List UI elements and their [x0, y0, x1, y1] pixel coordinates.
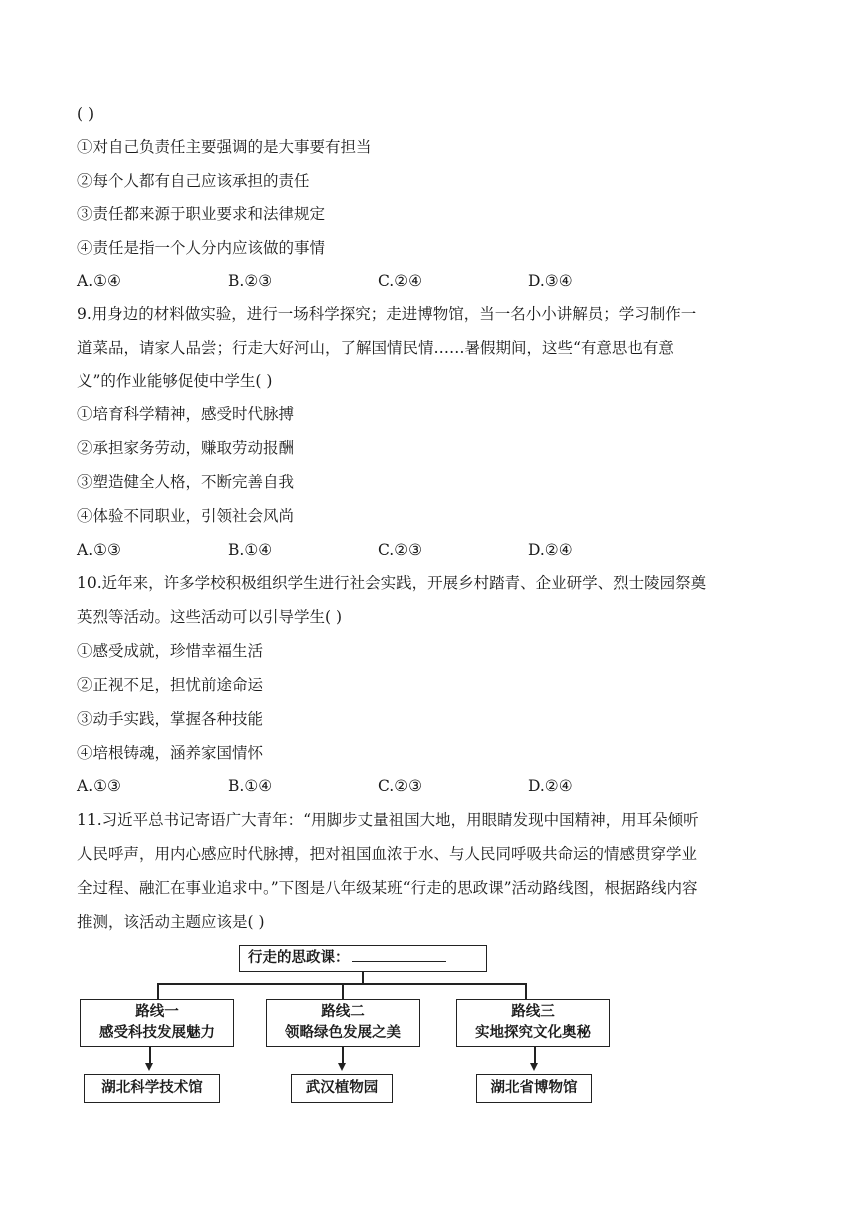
route-2-desc: 领略绿色发展之美 [285, 1025, 401, 1041]
route-1-desc: 感受科技发展魅力 [99, 1025, 215, 1041]
q9-stem-line-2: 道菜品，请家人品尝；行走大好河山，了解国情民情……暑假期间，这些“有意思也有意 [77, 339, 674, 357]
answer-blank [352, 947, 446, 962]
route-3-name: 路线三 [511, 1004, 555, 1020]
q10-statement-2: ②正视不足，担忧前途命运 [77, 676, 264, 694]
q8-option-a: A.①④ [77, 272, 121, 290]
q8-option-d: D.③④ [528, 272, 573, 290]
route-2-destination: 武汉植物园 [291, 1074, 393, 1103]
q10-option-a: A.①③ [77, 777, 121, 795]
q9-option-a: A.①③ [77, 541, 121, 559]
q9-option-d: D.②④ [528, 541, 573, 559]
q10-stem-line-1: 10.近年来，许多学校积极组织学生进行社会实践，开展乡村踏青、企业研学、烈士陵园祭奠 [77, 574, 707, 592]
route-2-name: 路线二 [321, 1004, 365, 1020]
q9-stem-line-3: 义”的作业能够促使中学生( ) [77, 372, 273, 390]
q9-statement-2: ②承担家务劳动，赚取劳动报酬 [77, 439, 295, 457]
connector-route-2 [342, 983, 344, 1000]
route-1-destination: 湖北科学技术馆 [84, 1074, 220, 1103]
q8-option-c: C.②④ [378, 272, 423, 290]
route-1-box [80, 999, 234, 1047]
q9-option-b: B.①④ [228, 541, 273, 559]
q9-statement-1: ①培育科学精神，感受时代脉搏 [77, 405, 295, 423]
route-3-desc: 实地探究文化奥秘 [475, 1025, 591, 1041]
arrow-3-head [530, 1063, 538, 1071]
q8-statement-3: ③责任都来源于职业要求和法律规定 [77, 205, 326, 223]
q11-stem-line-1: 11.习近平总书记寄语广大青年：“用脚步丈量祖国大地，用眼睛发现中国精神，用耳朵倾听 [77, 811, 699, 829]
connector-route-3 [525, 983, 527, 1000]
route-2-box [266, 999, 420, 1047]
q10-option-c: C.②③ [378, 777, 423, 795]
q10-statement-1: ①感受成就，珍惜幸福生活 [77, 642, 264, 660]
route-1-name: 路线一 [135, 1004, 179, 1020]
route-3-box [456, 999, 610, 1047]
diagram-title-box [239, 945, 487, 972]
arrow-1-head [145, 1063, 153, 1071]
arrow-2-head [338, 1063, 346, 1071]
q10-stem-line-2: 英烈等活动。这些活动可以引导学生( ) [77, 608, 343, 626]
q8-statement-1: ①对自己负责任主要强调的是大事要有担当 [77, 138, 372, 156]
q11-stem-line-2: 人民呼声，用内心感应时代脉搏，把对祖国血浓于水、与人民同呼吸共命运的情感贯穿学业 [77, 845, 698, 863]
q10-statement-3: ③动手实践，掌握各种技能 [77, 710, 264, 728]
q10-option-b: B.①④ [228, 777, 273, 795]
route-3-destination: 湖北省博物馆 [476, 1074, 592, 1103]
q9-option-c: C.②③ [378, 541, 423, 559]
connector-route-1 [157, 983, 159, 1000]
q11-stem-line-3: 全过程、融汇在事业追求中。”下图是八年级某班“行走的思政课”活动路线图，根据路线内容 [77, 879, 698, 897]
q8-statement-2: ②每个人都有自己应该承担的责任 [77, 172, 310, 190]
q9-statement-3: ③塑造健全人格，不断完善自我 [77, 473, 295, 491]
q9-stem-line-1: 9.用身边的材料做实验，进行一场科学探究；走进博物馆，当一名小小讲解员；学习制作一 [77, 305, 697, 323]
q10-option-d: D.②④ [528, 777, 573, 795]
q8-answer-paren: ( ) [77, 105, 95, 123]
q8-statement-4: ④责任是指一个人分内应该做的事情 [77, 239, 326, 257]
q9-statement-4: ④体验不同职业，引领社会风尚 [77, 507, 295, 525]
diagram-title: 行走的思政课： [248, 950, 350, 966]
q11-stem-line-4: 推测，该活动主题应该是( ) [77, 913, 265, 931]
q8-option-b: B.②③ [228, 272, 273, 290]
q10-statement-4: ④培根铸魂，涵养家国情怀 [77, 744, 264, 762]
